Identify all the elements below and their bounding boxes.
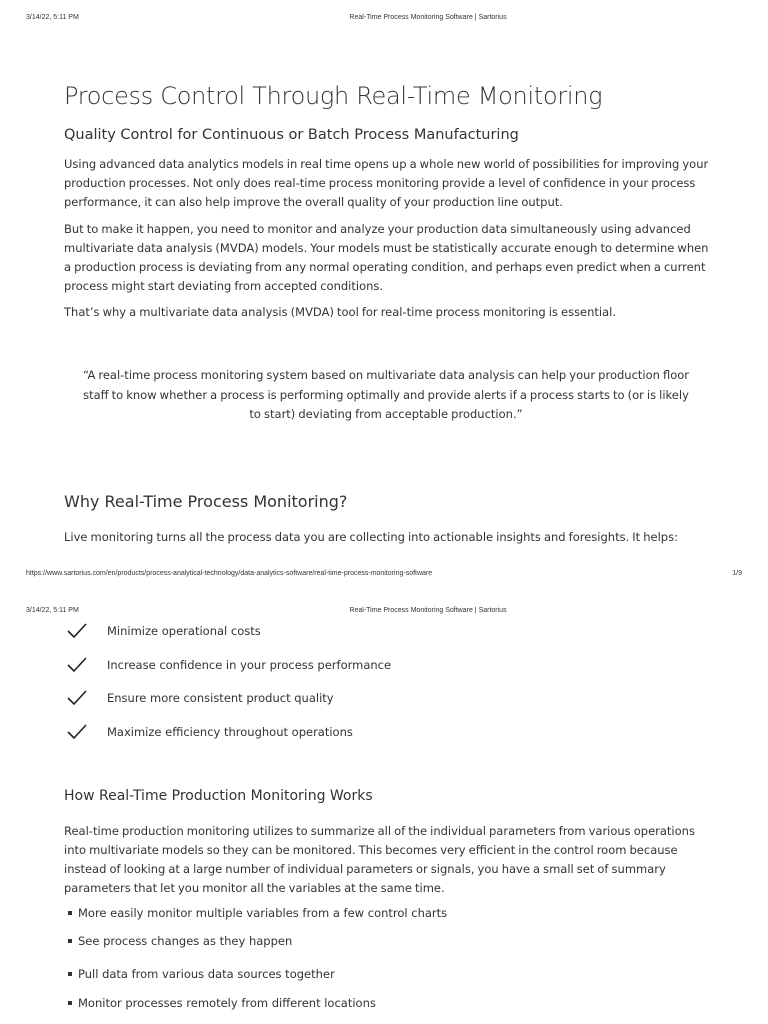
bullet-item-label: More easily monitor multiple variables from a few control charts bbox=[78, 906, 448, 920]
page-number: 1/9 bbox=[732, 570, 742, 577]
checklist-item-label: Increase confidence in your process performance bbox=[107, 657, 392, 672]
bullet-square-icon bbox=[68, 939, 72, 943]
checklist-item-label: Maximize efficiency throughout operations bbox=[107, 724, 353, 739]
page-header-2 bbox=[0, 607, 768, 621]
print-page-title-2: Real-Time Process Monitoring Software | Sartorius bbox=[349, 607, 507, 614]
how-heading: How Real-Time Production Monitoring Works bbox=[64, 788, 373, 804]
mvda-paragraph: But to make it happen, you need to monitor and analyze your production data simultaneously using advanced multivariate data analysis (MVDA) models. Your models must be statistically accurate enough to determine when a production process is deviating from any normal operating condition, and perhaps even predict when a current process might start deviating from accepted conditions. bbox=[64, 222, 709, 293]
page-header bbox=[0, 14, 768, 28]
bullet-item-label: See process changes as they happen bbox=[78, 934, 293, 948]
bullet-item bbox=[64, 906, 447, 920]
bullet-item bbox=[64, 967, 335, 981]
checkmark-icon bbox=[66, 656, 88, 674]
checklist-item-label: Minimize operational costs bbox=[107, 624, 261, 638]
bullet-item-label: Pull data from various data sources together bbox=[78, 967, 335, 981]
why-heading: Why Real-Time Process Monitoring? bbox=[64, 492, 348, 511]
page-subtitle: Quality Control for Continuous or Batch Process Manufacturing bbox=[64, 127, 519, 143]
bullet-item bbox=[64, 934, 292, 948]
checkmark-icon bbox=[66, 723, 88, 741]
why-intro: Live monitoring turns all the process data you are collecting into actionable insights and foresights. It helps: bbox=[64, 530, 678, 544]
checkmark-icon bbox=[66, 622, 88, 640]
essential-paragraph: That’s why a multivariate data analysis (MVDA) tool for real-time process monitoring is essential. bbox=[64, 305, 617, 319]
intro-paragraph: Using advanced data analytics models in real time opens up a whole new world of possibilities for improving your production processes. Not only does real-time process monitoring provide a level of confidence in your process performance, it can also help improve the overall quality of your production line output. bbox=[64, 157, 709, 209]
page-title: Process Control Through Real-Time Monitoring bbox=[64, 82, 603, 110]
bullet-item-label: Monitor processes remotely from different locations bbox=[78, 996, 376, 1010]
print-page-title: Real-Time Process Monitoring Software | Sartorius bbox=[349, 14, 507, 21]
how-paragraph: Real-time production monitoring utilizes to summarize all of the individual parameters from various operations into multivariate models so they can be monitored. This becomes very efficient in the control room because instead of looking at a large number of individual parameters or signals, you have a small set of summary parameters that let you monitor all the variables at the same time. bbox=[64, 824, 695, 895]
bullet-square-icon bbox=[68, 1001, 72, 1005]
checkmark-icon bbox=[66, 689, 88, 707]
bullet-square-icon bbox=[68, 972, 72, 976]
print-url: https://www.sartorius.com/en/products/process-analytical-technology/data-analytics-software/real-time-process-monitoring-software bbox=[26, 570, 433, 577]
print-date-2: 3/14/22, 5:11 PM bbox=[26, 607, 79, 614]
pull-quote: “A real-time process monitoring system based on multivariate data analysis can help your production floor staff to know whether a process is performing optimally and provide alerts if a process starts to (or is likely to start) deviating from acceptable production.” bbox=[82, 368, 690, 421]
print-date: 3/14/22, 5:11 PM bbox=[26, 14, 79, 21]
bullet-square-icon bbox=[68, 911, 72, 915]
bullet-item bbox=[64, 996, 376, 1010]
checklist-item-label: Ensure more consistent product quality bbox=[107, 691, 334, 705]
